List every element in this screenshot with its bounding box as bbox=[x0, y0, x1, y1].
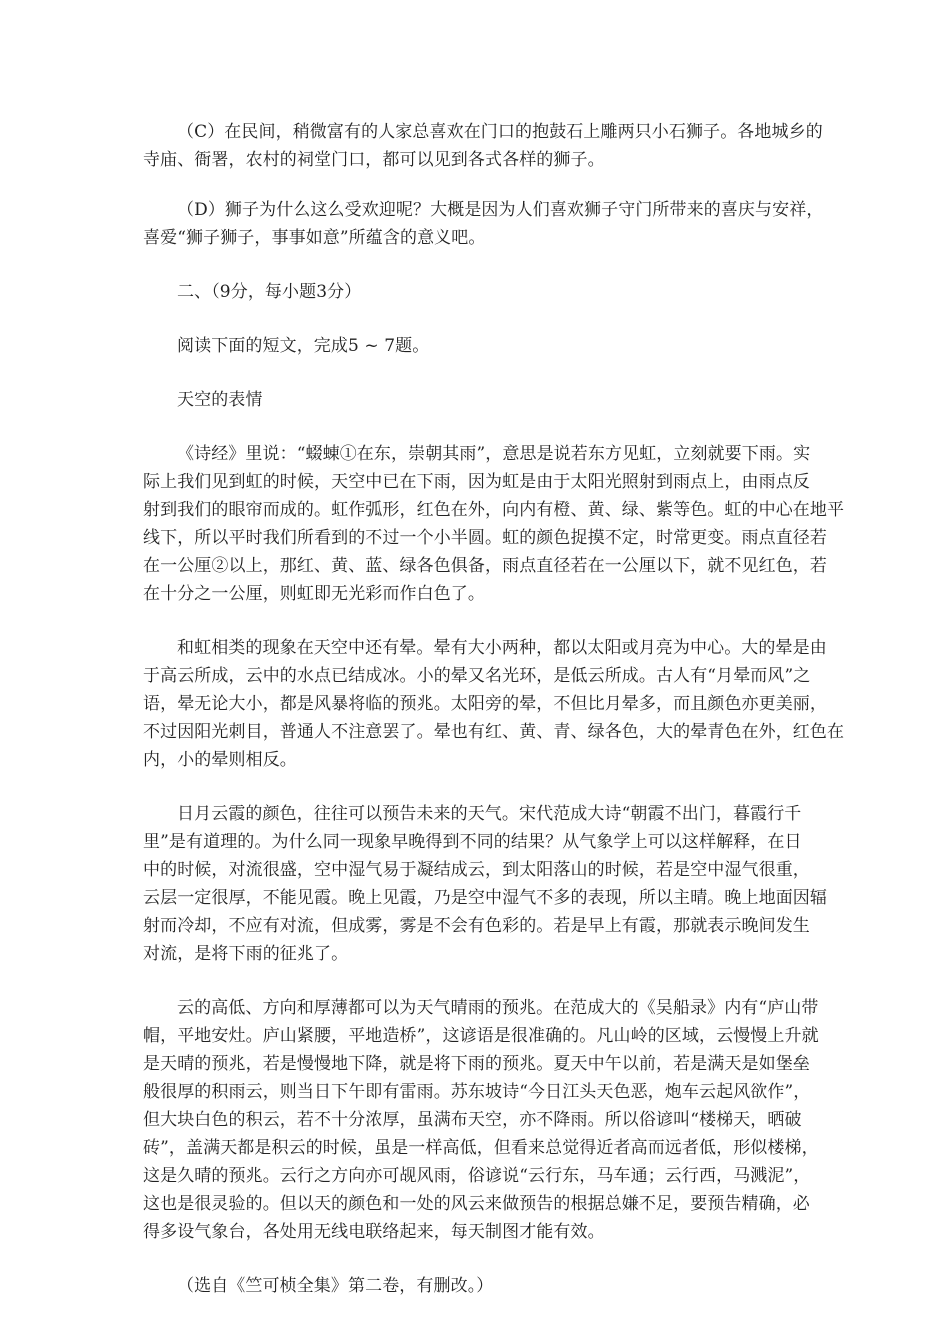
article-paragraph bbox=[143, 634, 845, 774]
text-line: 中的时候，对流很盛，空中湿气易于凝结成云，到太阳落山的时候，若是空中湿气很重， bbox=[143, 860, 810, 880]
text-line: 《诗经》里说：“蝃蝀①在东，崇朝其雨”，意思是说若东方见虹，立刻就要下雨。实 bbox=[177, 444, 811, 464]
text-line: 寺庙、衙署，农村的祠堂门口，都可以见到各式各样的狮子。 bbox=[143, 150, 605, 170]
text-line: 得多设气象台，各处用无线电联络起来，每天制图才能有效。 bbox=[143, 1222, 605, 1242]
text-line: 帽，平地安灶。庐山紧腰，平地造桥”，这谚语是很准确的。凡山岭的区域，云慢慢上升就 bbox=[143, 1026, 819, 1046]
text-line: 不过因阳光刺目，普通人不注意罢了。晕也有红、黄、青、绿各色，大的晕青色在外，红色在 bbox=[143, 722, 845, 742]
article-paragraph bbox=[143, 994, 819, 1246]
text-line: 二、（9分，每小题3分） bbox=[177, 282, 362, 302]
article-paragraph bbox=[143, 800, 827, 968]
text-line: 线下，所以平时我们所看到的不过一个小半圆。虹的颜色捉摸不定，时常更变。雨点直径若 bbox=[143, 528, 827, 548]
source-note bbox=[143, 1272, 815, 1300]
text-line: 砖”，盖满天都是积云的时候，虽是一样高低，但看来总觉得近者高而远者低，形似楼梯， bbox=[143, 1138, 819, 1158]
article-paragraph bbox=[143, 440, 845, 608]
document-body bbox=[143, 118, 845, 1300]
text-line: 这是久晴的预兆。云行之方向亦可觇风雨，俗谚说“云行东，马车通；云行西，马溅泥”， bbox=[143, 1166, 811, 1186]
text-line: 喜爱“狮子狮子，事事如意”所蕴含的意义吧。 bbox=[143, 228, 486, 248]
text-line: 但大块白色的积云，若不十分浓厚，虽满布天空，亦不降雨。所以俗谚叫“楼梯天，晒破 bbox=[143, 1110, 802, 1130]
text-line: 在十分之一公厘，则虹即无光彩而作白色了。 bbox=[143, 584, 485, 604]
paragraph-option-d bbox=[143, 196, 824, 252]
text-line: 这也是很灵验的。但以天的颜色和一处的风云来做预告的根据总嫌不足，要预告精确，必 bbox=[143, 1194, 810, 1214]
article-title bbox=[143, 386, 815, 414]
text-line: 对流，是将下雨的征兆了。 bbox=[143, 944, 349, 964]
text-line: 际上我们见到虹的时候，天空中已在下雨，因为虹是由于太阳光照射到雨点上，由雨点反 bbox=[143, 472, 810, 492]
paragraph-option-c bbox=[143, 118, 823, 174]
text-line: 云的高低、方向和厚薄都可以为天气晴雨的预兆。在范成大的《吴船录》内有“庐山带 bbox=[177, 998, 819, 1018]
text-line: 阅读下面的短文，完成5 ~ 7题。 bbox=[177, 336, 430, 356]
text-line: 在一公厘②以上，那红、黄、蓝、绿各色俱备，雨点直径若在一公厘以下，就不见红色，若 bbox=[143, 556, 827, 576]
text-line: 里”是有道理的。为什么同一现象早晚得到不同的结果？从气象学上可以这样解释，在日 bbox=[143, 832, 802, 852]
text-line: 天空的表情 bbox=[177, 390, 263, 410]
text-line: 是天晴的预兆，若是慢慢地下降，就是将下雨的预兆。夏天中午以前，若是满天是如堡垒 bbox=[143, 1054, 810, 1074]
section-heading bbox=[143, 278, 815, 306]
text-line: 射到我们的眼帘而成的。虹作弧形，红色在外，向内有橙、黄、绿、紫等色。虹的中心在地平 bbox=[143, 500, 845, 520]
text-line: 射而冷却，不应有对流，但成雾，雾是不会有色彩的。若是早上有霞，那就表示晚间发生 bbox=[143, 916, 810, 936]
text-line: 内，小的晕则相反。 bbox=[143, 750, 297, 770]
text-line: 般很厚的积雨云，则当日下午即有雷雨。苏东坡诗“今日江头天色恶，炮车云起风欲作”， bbox=[143, 1082, 811, 1102]
text-line: （选自《竺可桢全集》第二卷，有删改。） bbox=[177, 1276, 494, 1296]
reading-instruction bbox=[143, 332, 815, 360]
text-line: 云层一定很厚，不能见霞。晚上见霞，乃是空中湿气不多的表现，所以主晴。晚上地面因辐 bbox=[143, 888, 827, 908]
text-line: 语，晕无论大小，都是风暴将临的预兆。太阳旁的晕，不但比月晕多，而且颜色亦更美丽， bbox=[143, 694, 827, 714]
text-line: 日月云霞的颜色，往往可以预告未来的天气。宋代范成大诗“朝霞不出门，暮霞行千 bbox=[177, 804, 802, 824]
text-line: （D）狮子为什么这么受欢迎呢？大概是因为人们喜欢狮子守门所带来的喜庆与安祥， bbox=[177, 200, 824, 220]
text-line: 于高云所成，云中的水点已结成冰。小的晕又名光环，是低云所成。古人有“月晕而风”之 bbox=[143, 666, 811, 686]
text-line: （C）在民间，稍微富有的人家总喜欢在门口的抱鼓石上雕两只小石狮子。各地城乡的 bbox=[177, 122, 823, 142]
text-line: 和虹相类的现象在天空中还有晕。晕有大小两种，都以太阳或月亮为中心。大的晕是由 bbox=[177, 638, 827, 658]
